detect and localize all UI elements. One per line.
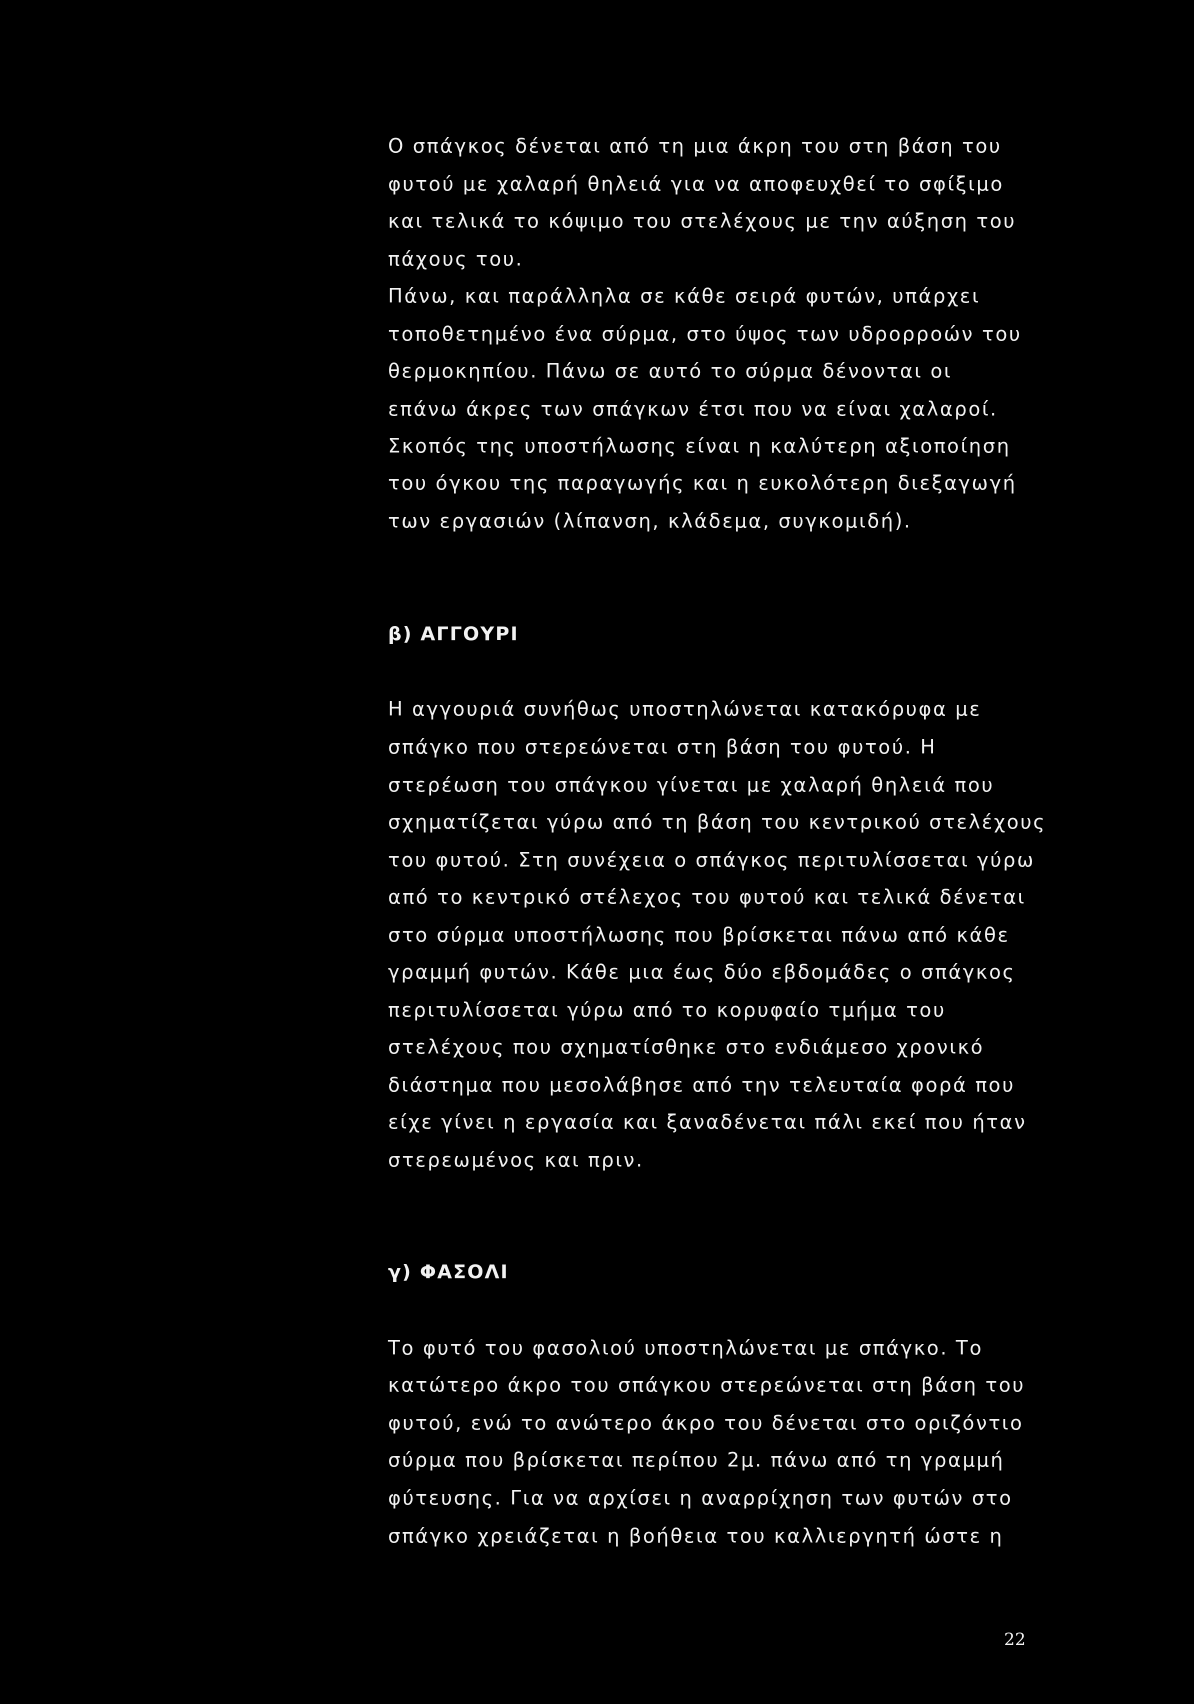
text-line: τοποθετημένο ένα σύρμα, στο ύψος των υδρορροών του (388, 322, 1022, 346)
text-line: φυτού με χαλαρή θηλειά για να αποφευχθεί το σφίξιμο (388, 172, 1004, 196)
text-line: του όγκου της παραγωγής και η ευκολότερη διεξαγωγή (388, 471, 1017, 495)
text-line: διάστημα που μεσολάβησε από την τελευταία φορά που (388, 1073, 1015, 1097)
text-line: σχηματίζεται γύρω από τη βάση του κεντρικού στελέχους (388, 810, 1047, 834)
text-line: Πάνω, και παράλληλα σε κάθε σειρά φυτών, υπάρχει (388, 284, 981, 308)
text-line: περιτυλίσσεται γύρω από το κορυφαίο τμήμα του (388, 998, 946, 1022)
text-line: στερέωση του σπάγκου γίνεται με χαλαρή θηλειά που (388, 773, 995, 797)
page-number: 22 (1004, 1630, 1026, 1650)
text-line: σπάγκο χρειάζεται η βοήθεια του καλλιεργητή ώστε η (388, 1524, 1004, 1548)
text-line: των εργασιών (λίπανση, κλάδεμα, συγκομιδή). (388, 509, 912, 533)
text-line: Ο σπάγκος δένεται από τη μια άκρη του στη βάση του (388, 134, 1002, 158)
section-heading-cucumber: β) ΑΓΓΟΥΡΙ (388, 623, 519, 645)
text-line: φύτευσης. Για να αρχίσει η αναρρίχηση των φυτών στο (388, 1486, 1013, 1510)
text-line: Η αγγουριά συνήθως υποστηλώνεται κατακόρυφα με (388, 697, 982, 721)
text-line: επάνω άκρες των σπάγκων έτσι που να είναι χαλαροί. (388, 397, 998, 421)
section-heading-bean: γ) ΦΑΣΟΛΙ (388, 1261, 509, 1283)
text-line: θερμοκηπίου. Πάνω σε αυτό το σύρμα δένονται οι (388, 359, 953, 383)
text-line: Το φυτό του φασολιού υποστηλώνεται με σπάγκο. Το (388, 1336, 983, 1360)
text-line: και τελικά το κόψιμο του στελέχους με την αύξηση του (388, 209, 1017, 233)
text-line: στο σύρμα υποστήλωσης που βρίσκεται πάνω από κάθε (388, 923, 1010, 947)
text-line: κατώτερο άκρο του σπάγκου στερεώνεται στη βάση του (388, 1373, 1026, 1397)
text-line: σύρμα που βρίσκεται περίπου 2μ. πάνω από τη γραμμή (388, 1448, 1005, 1472)
text-line: του φυτού. Στη συνέχεια ο σπάγκος περιτυλίσσεται γύρω (388, 848, 1035, 872)
text-line: σπάγκο που στερεώνεται στη βάση του φυτού. Η (388, 735, 937, 759)
text-line: στερεωμένος και πριν. (388, 1148, 644, 1172)
text-line: Σκοπός της υποστήλωσης είναι η καλύτερη αξιοποίηση (388, 434, 1011, 458)
text-line: στελέχους που σχηματίσθηκε στο ενδιάμεσο χρονικό (388, 1035, 985, 1059)
text-line: γραμμή φυτών. Κάθε μια έως δύο εβδομάδες ο σπάγκος (388, 960, 1016, 984)
text-line: πάχους του. (388, 247, 524, 271)
text-line: από το κεντρικό στέλεχος του φυτού και τελικά δένεται (388, 885, 1026, 909)
text-line: φυτού, ενώ το ανώτερο άκρο του δένεται στο οριζόντιο (388, 1411, 1024, 1435)
text-line: είχε γίνει η εργασία και ξαναδένεται πάλι εκεί που ήταν (388, 1110, 1027, 1134)
